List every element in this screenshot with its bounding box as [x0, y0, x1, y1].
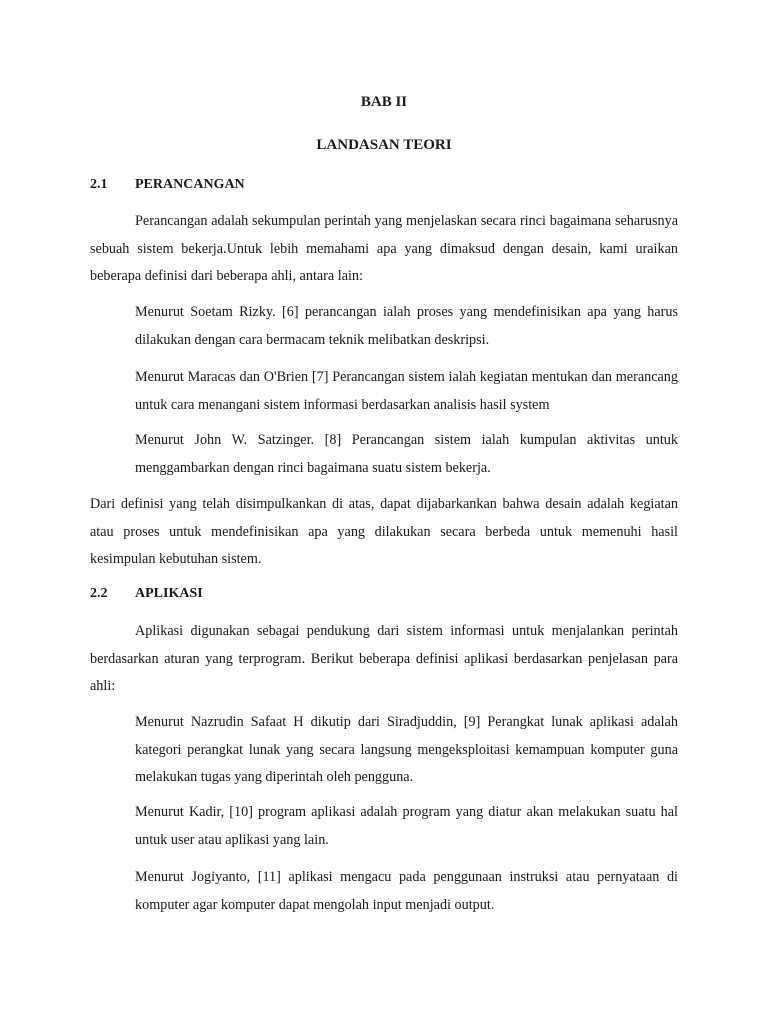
section-title: APLIKASI — [135, 586, 203, 601]
section-intro-paragraph: Perancangan adalah sekumpulan perintah yang menjelaskan secara rinci bagaimana seharusnya sebuah sistem bekerja.Untuk lebih memahami apa yang dimaksud dengan desain, kami uraikan beberapa definisi dari beberapa ahli, antara lain: — [90, 213, 678, 284]
definition-paragraph: Menurut John W. Satzinger. [8] Perancangan sistem ialah kumpulan aktivitas untuk menggambarkan dengan rinci bagaimana suatu sistem bekerja. — [135, 432, 678, 476]
section-heading-aplikasi — [90, 586, 203, 602]
section-heading-perancangan — [90, 177, 245, 193]
section-title: PERANCANGAN — [135, 177, 245, 192]
section-number: 2.1 — [90, 177, 108, 192]
definition-paragraph: Menurut Kadir, [10] program aplikasi adalah program yang diatur akan melakukan suatu hal untuk user atau aplikasi yang lain. — [135, 804, 678, 848]
definition-paragraph: Menurut Nazrudin Safaat H dikutip dari Siradjuddin, [9] Perangkat lunak aplikasi adalah kategori perangkat lunak yang secara langsung mengeksploitasi kemampuan komputer guna melakukan tugas yang diperintah oleh pengguna. — [135, 714, 678, 785]
definition-paragraph: Menurut Jogiyanto, [11] aplikasi mengacu pada penggunaan instruksi atau pernyataan di komputer agar komputer dapat mengolah input menjadi output. — [135, 869, 678, 913]
definition-paragraph: Menurut Soetam Rizky. [6] perancangan ialah proses yang mendefinisikan apa yang harus dilakukan dengan cara bermacam teknik melibatkan deskripsi. — [135, 304, 678, 348]
chapter-title: LANDASAN TEORI — [316, 137, 452, 153]
definition-paragraph: Menurut Maracas dan O'Brien [7] Perancangan sistem ialah kegiatan mentukan dan merancang untuk cara menangani sistem informasi berdasarkan analisis hasil system — [135, 369, 678, 413]
conclusion-paragraph: Dari definisi yang telah disimpulkankan di atas, dapat dijabarkankan bahwa desain adalah kegiatan atau proses untuk mendefinisikan apa yang dilakukan secara berbeda untuk memenuhi hasil kesimpulan kebutuhan sistem. — [90, 496, 678, 567]
chapter-label: BAB II — [360, 94, 408, 110]
section-intro-paragraph: Aplikasi digunakan sebagai pendukung dari sistem informasi untuk menjalankan perintah berdasarkan aturan yang terprogram. Berikut beberapa definisi aplikasi berdasarkan penjelasan para ahli: — [90, 623, 678, 694]
section-number: 2.2 — [90, 586, 108, 601]
